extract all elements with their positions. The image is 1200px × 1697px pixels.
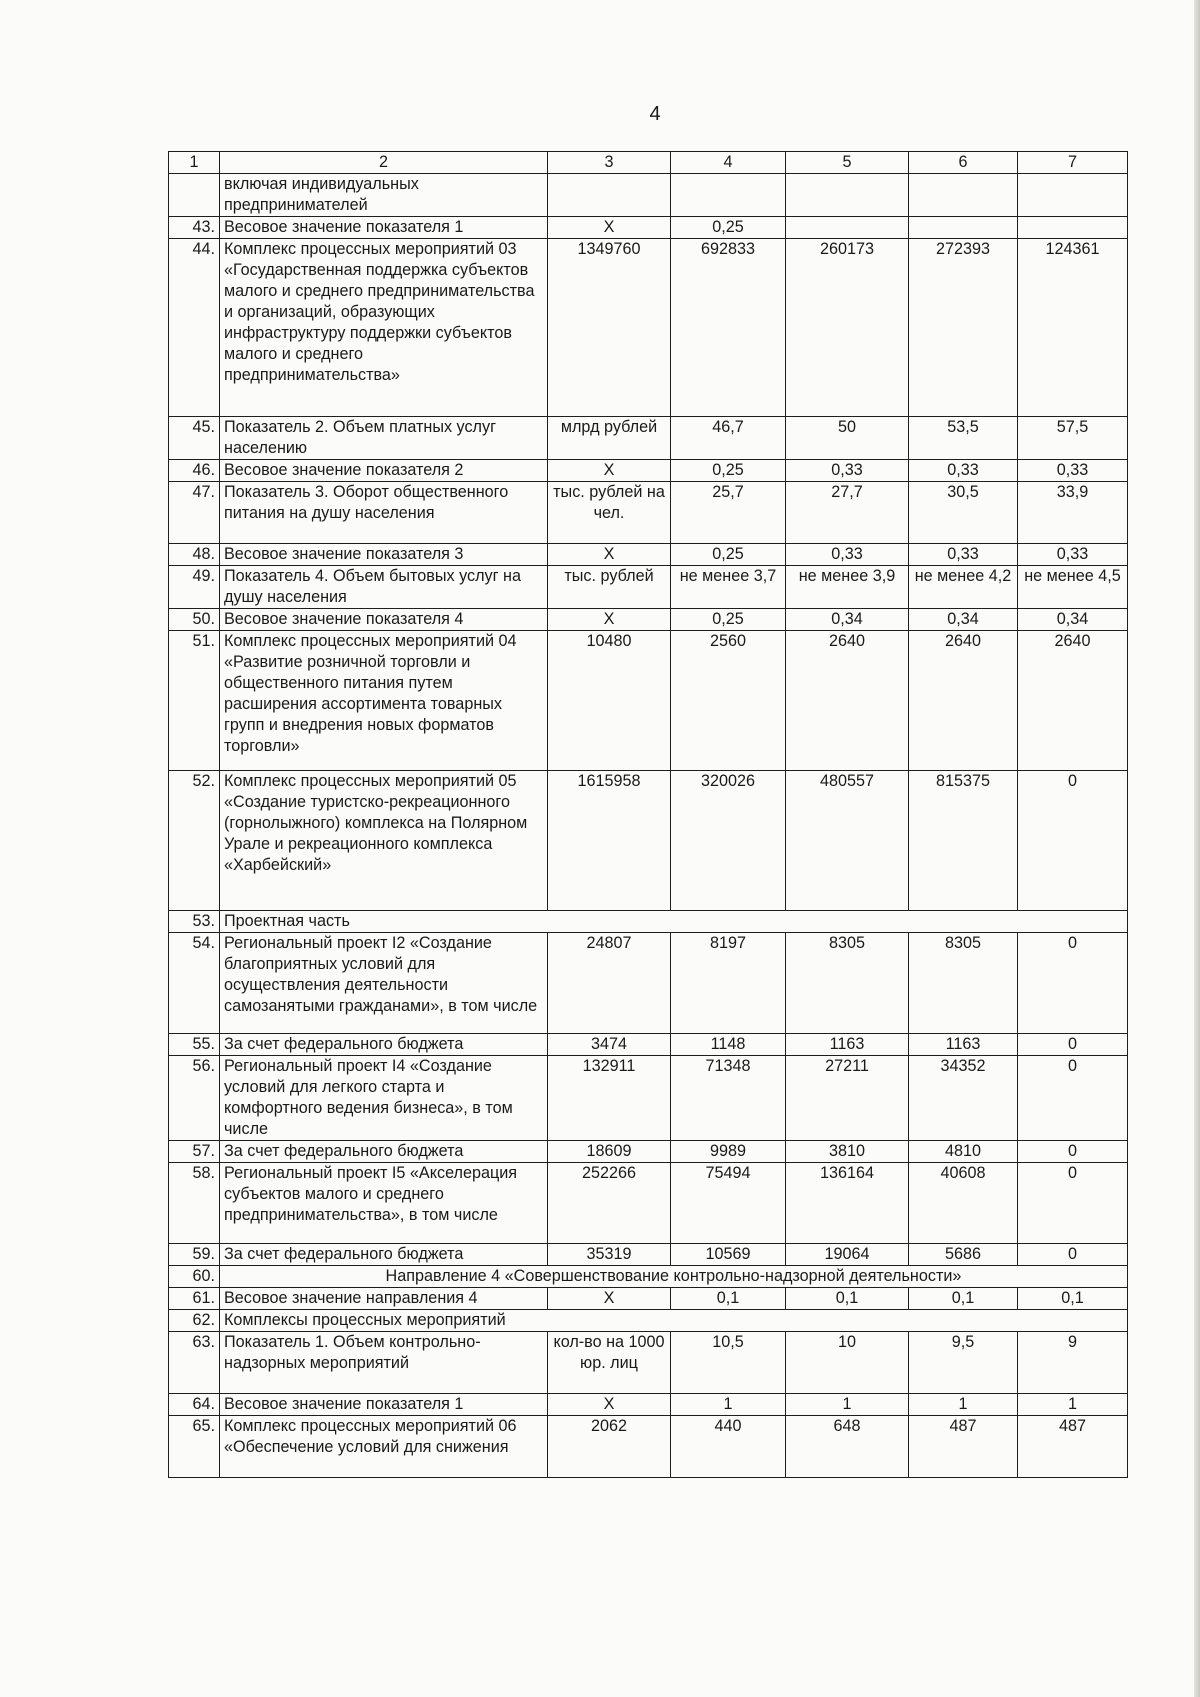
row-number: 50. [169,609,220,631]
table-row [169,911,1128,933]
row-name: Комплекс процессных мероприятий 06 «Обеспечение условий для снижения [220,1416,548,1478]
section-heading: Комплексы процессных мероприятий [220,1310,1128,1332]
cell-col4: 692833 [671,239,786,417]
cell-col7: 487 [1018,1416,1128,1478]
row-number: 43. [169,217,220,239]
header-cell: 7 [1018,152,1128,174]
cell-col4: 2560 [671,631,786,771]
cell-col4: 440 [671,1416,786,1478]
table-row [169,174,1128,217]
cell-col5: 0,33 [786,544,909,566]
cell-col6 [909,217,1018,239]
header-cell: 6 [909,152,1018,174]
row-number: 64. [169,1394,220,1416]
cell-col6: 1 [909,1394,1018,1416]
cell-col5: 27,7 [786,482,909,544]
row-number: 46. [169,460,220,482]
cell-col6: 30,5 [909,482,1018,544]
cell-col7 [1018,217,1128,239]
row-name: Региональный проект I2 «Создание благоприятных условий для осуществления деятельности самозанятыми гражданами», в том числе [220,933,548,1034]
cell-col3: 252266 [548,1163,671,1244]
cell-col3: Х [548,460,671,482]
row-number: 53. [169,911,220,933]
table-row [169,1288,1128,1310]
cell-col3: Х [548,544,671,566]
table-row [169,460,1128,482]
cell-col3: тыс. рублей [548,566,671,609]
row-number: 65. [169,1416,220,1478]
cell-col5 [786,174,909,217]
row-number: 61. [169,1288,220,1310]
table-row [169,217,1128,239]
row-name: Показатель 2. Объем платных услуг населению [220,417,548,460]
cell-col3: Х [548,217,671,239]
row-number: 60. [169,1266,220,1288]
table-row [169,1141,1128,1163]
cell-col6: 8305 [909,933,1018,1034]
header-cell: 3 [548,152,671,174]
cell-col4: 0,1 [671,1288,786,1310]
table-row [169,1394,1128,1416]
row-name: За счет федерального бюджета [220,1034,548,1056]
table-header-row [169,152,1128,174]
table-row [169,544,1128,566]
cell-col7: 0 [1018,933,1128,1034]
cell-col3: млрд рублей [548,417,671,460]
cell-col4: 0,25 [671,460,786,482]
row-name: За счет федерального бюджета [220,1141,548,1163]
row-number: 47. [169,482,220,544]
cell-col3: 18609 [548,1141,671,1163]
cell-col3: 35319 [548,1244,671,1266]
cell-col7: 0,1 [1018,1288,1128,1310]
row-number: 62. [169,1310,220,1332]
cell-col7: 0 [1018,1034,1128,1056]
row-number: 57. [169,1141,220,1163]
cell-col7: 0,33 [1018,460,1128,482]
row-name: За счет федерального бюджета [220,1244,548,1266]
cell-col3: 10480 [548,631,671,771]
cell-col5: 3810 [786,1141,909,1163]
cell-col4: 9989 [671,1141,786,1163]
table-row [169,1244,1128,1266]
cell-col6: 0,33 [909,544,1018,566]
row-number: 44. [169,239,220,417]
header-cell: 2 [220,152,548,174]
cell-col5: 1 [786,1394,909,1416]
cell-col5: 2640 [786,631,909,771]
row-number: 49. [169,566,220,609]
cell-col4: 8197 [671,933,786,1034]
cell-col6: 815375 [909,771,1018,911]
cell-col3: Х [548,1288,671,1310]
table-row [169,631,1128,771]
page-edge-shadow [1194,0,1200,1697]
row-number: 45. [169,417,220,460]
row-name: Весовое значение показателя 1 [220,1394,548,1416]
cell-col5: 0,1 [786,1288,909,1310]
cell-col7: 0 [1018,1244,1128,1266]
cell-col5: 50 [786,417,909,460]
row-name: Весовое значение показателя 1 [220,217,548,239]
cell-col4: 1 [671,1394,786,1416]
row-name: Региональный проект I4 «Создание условий для легкого старта и комфортного ведения бизнеса», в том числе [220,1056,548,1141]
row-number: 52. [169,771,220,911]
row-number: 54. [169,933,220,1034]
row-name: Показатель 4. Объем бытовых услуг на душу населения [220,566,548,609]
row-number: 51. [169,631,220,771]
cell-col4: 71348 [671,1056,786,1141]
cell-col3: Х [548,1394,671,1416]
cell-col6: 1163 [909,1034,1018,1056]
table-row [169,771,1128,911]
header-cell: 4 [671,152,786,174]
cell-col4: 25,7 [671,482,786,544]
cell-col6: 272393 [909,239,1018,417]
cell-col6: 0,33 [909,460,1018,482]
cell-col3: 2062 [548,1416,671,1478]
cell-col6 [909,174,1018,217]
cell-col5: 19064 [786,1244,909,1266]
table-row [169,1266,1128,1288]
cell-col7: 2640 [1018,631,1128,771]
row-name: Весовое значение направления 4 [220,1288,548,1310]
row-number: 56. [169,1056,220,1141]
row-number: 63. [169,1332,220,1394]
cell-col4: 0,25 [671,609,786,631]
row-name: Комплекс процессных мероприятий 04 «Развитие розничной торговли и общественного питания путем расширения ассортимента товарных групп и внедрения новых форматов торговли» [220,631,548,771]
row-number: 58. [169,1163,220,1244]
row-name: Весовое значение показателя 2 [220,460,548,482]
data-table [168,151,1128,1478]
table-row [169,1416,1128,1478]
cell-col6: не менее 4,2 [909,566,1018,609]
row-name: Показатель 3. Оборот общественного питания на душу населения [220,482,548,544]
header-cell: 1 [169,152,220,174]
cell-col3: 1615958 [548,771,671,911]
cell-col6: 0,1 [909,1288,1018,1310]
row-name: Комплекс процессных мероприятий 05 «Создание туристско-рекреационного (горнолыжного) комплекса на Полярном Урале и рекреационного комплекса «Харбейский» [220,771,548,911]
cell-col4: 0,25 [671,217,786,239]
cell-col5: 10 [786,1332,909,1394]
cell-col6: 5686 [909,1244,1018,1266]
cell-col6: 9,5 [909,1332,1018,1394]
cell-col3: Х [548,609,671,631]
cell-col5: 260173 [786,239,909,417]
cell-col6: 4810 [909,1141,1018,1163]
section-heading: Проектная часть [220,911,1128,933]
cell-col5: 0,34 [786,609,909,631]
table-row [169,566,1128,609]
cell-col4: 46,7 [671,417,786,460]
cell-col3: 132911 [548,1056,671,1141]
cell-col6: 487 [909,1416,1018,1478]
row-name: Комплекс процессных мероприятий 03 «Государственная поддержка субъектов малого и среднего предпринимательства и организаций, образующих инфраструктуру поддержки субъектов малого и среднего предпринимательства» [220,239,548,417]
table-row [169,239,1128,417]
cell-col3: тыс. рублей на чел. [548,482,671,544]
table-row [169,417,1128,460]
section-heading: Направление 4 «Совершенствование контрольно-надзорной деятельности» [220,1266,1128,1288]
cell-col7: 0,33 [1018,544,1128,566]
cell-col5: 648 [786,1416,909,1478]
row-name: включая индивидуальных предпринимателей [220,174,548,217]
row-number: 59. [169,1244,220,1266]
cell-col7: не менее 4,5 [1018,566,1128,609]
row-number [169,174,220,217]
cell-col4 [671,174,786,217]
cell-col4: 320026 [671,771,786,911]
cell-col7: 0 [1018,771,1128,911]
cell-col7: 33,9 [1018,482,1128,544]
row-number: 48. [169,544,220,566]
row-name: Региональный проект I5 «Акселерация субъектов малого и среднего предпринимательства», в том числе [220,1163,548,1244]
cell-col4: 75494 [671,1163,786,1244]
cell-col5 [786,217,909,239]
cell-col7: 124361 [1018,239,1128,417]
cell-col7: 9 [1018,1332,1128,1394]
table-row [169,1332,1128,1394]
cell-col7: 0 [1018,1163,1128,1244]
cell-col5: 27211 [786,1056,909,1141]
cell-col5: 1163 [786,1034,909,1056]
cell-col3: 3474 [548,1034,671,1056]
cell-col5: 480557 [786,771,909,911]
cell-col5: 8305 [786,933,909,1034]
row-name: Весовое значение показателя 3 [220,544,548,566]
cell-col6: 40608 [909,1163,1018,1244]
cell-col4: 10569 [671,1244,786,1266]
table-row [169,1056,1128,1141]
cell-col5: 0,33 [786,460,909,482]
cell-col6: 2640 [909,631,1018,771]
cell-col7: 0 [1018,1056,1128,1141]
cell-col4: 0,25 [671,544,786,566]
cell-col7: 0 [1018,1141,1128,1163]
cell-col6: 34352 [909,1056,1018,1141]
cell-col3 [548,174,671,217]
cell-col6: 53,5 [909,417,1018,460]
cell-col4: не менее 3,7 [671,566,786,609]
table-row [169,609,1128,631]
table-row [169,933,1128,1034]
cell-col3: 24807 [548,933,671,1034]
cell-col7 [1018,174,1128,217]
table-row [169,1310,1128,1332]
cell-col5: не менее 3,9 [786,566,909,609]
table-row [169,482,1128,544]
row-name: Весовое значение показателя 4 [220,609,548,631]
row-name: Показатель 1. Объем контрольно-надзорных мероприятий [220,1332,548,1394]
cell-col7: 1 [1018,1394,1128,1416]
cell-col3: кол-во на 1000 юр. лиц [548,1332,671,1394]
cell-col7: 0,34 [1018,609,1128,631]
cell-col3: 1349760 [548,239,671,417]
table-row [169,1034,1128,1056]
cell-col5: 136164 [786,1163,909,1244]
table-row [169,1163,1128,1244]
row-number: 55. [169,1034,220,1056]
cell-col4: 10,5 [671,1332,786,1394]
header-cell: 5 [786,152,909,174]
cell-col6: 0,34 [909,609,1018,631]
page-number: 4 [649,103,661,125]
cell-col7: 57,5 [1018,417,1128,460]
cell-col4: 1148 [671,1034,786,1056]
